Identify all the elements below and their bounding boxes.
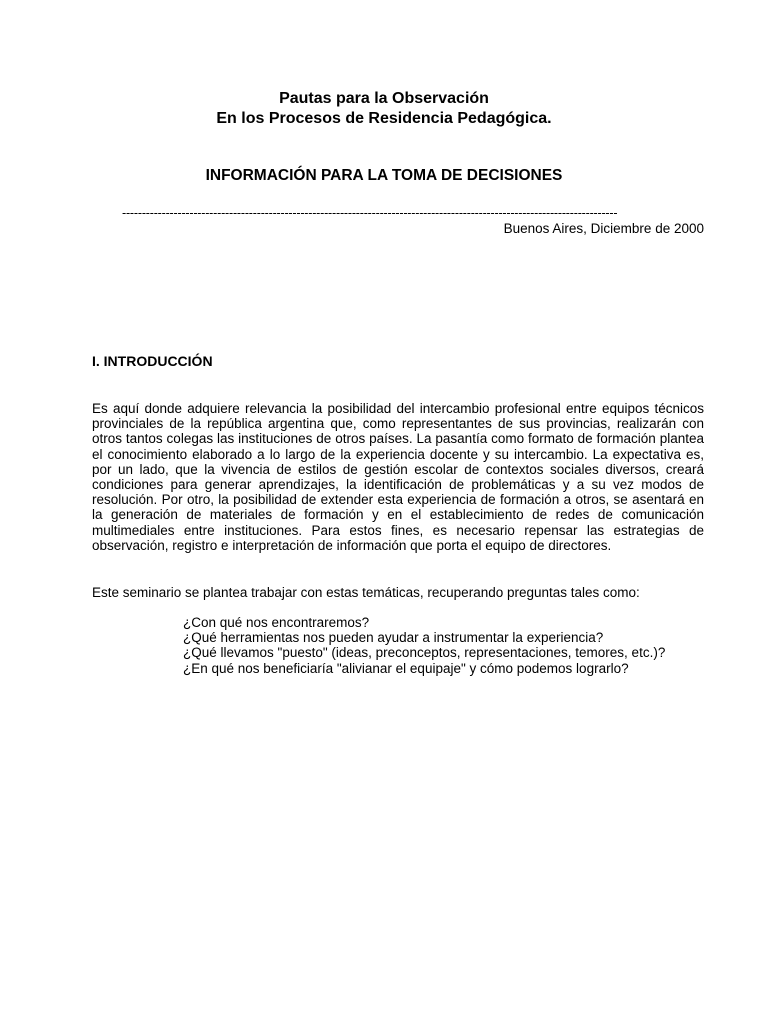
title-line-1: Pautas para la Observación	[279, 90, 489, 107]
document-title	[0, 89, 768, 129]
question-list	[183, 615, 665, 676]
section-heading: I. INTRODUCCIÓN	[92, 353, 213, 369]
date-line: Buenos Aires, Diciembre de 2000	[503, 221, 704, 236]
intro-paragraph: Es aquí donde adquiere relevancia la posibilidad del intercambio profesional entre equipos técnicos provinciales de la república argentina que, como representantes de sus provincias, realizarán con otros tantos colegas las instituciones de otros países. La pasantía como formato de formación plantea el conocimiento elaborado a lo largo de la experiencia docente y su intercambio. La expectativa es, por un lado, que la vivencia de estilos de gestión escolar de contextos sociales diversos, creará condiciones para generar aprendizajes, la identificación de problemáticas y a su vez modos de resolución. Por otro, la posibilidad de extender esta experiencia de formación a otros, se asentará en la generación de materiales de formación y en el establecimiento de redes de comunicación multimediales entre instituciones. Para estos fines, es necesario repensar las estrategias de observación, registro e interpretación de información que porta el equipo de directores.	[92, 401, 704, 553]
title-line-2: En los Procesos de Residencia Pedagógica.	[216, 110, 552, 127]
seminar-paragraph: Este seminario se plantea trabajar con estas temáticas, recuperando preguntas tales como:	[92, 585, 640, 600]
question-item: ¿Qué herramientas nos pueden ayudar a instrumentar la experiencia?	[183, 630, 604, 646]
question-item: ¿Con qué nos encontraremos?	[183, 615, 370, 630]
question-item: ¿En qué nos beneficiaría "alivianar el equipaje" y cómo podemos lograrlo?	[183, 660, 629, 676]
question-item: ¿Qué llevamos "puesto" (ideas, preconceptos, representaciones, temores, etc.)?	[183, 645, 666, 661]
document-subtitle: INFORMACIÓN PARA LA TOMA DE DECISIONES	[205, 167, 563, 184]
dashed-divider: -----------------------------------------------------------------------------------------------------------------------------	[122, 206, 618, 220]
